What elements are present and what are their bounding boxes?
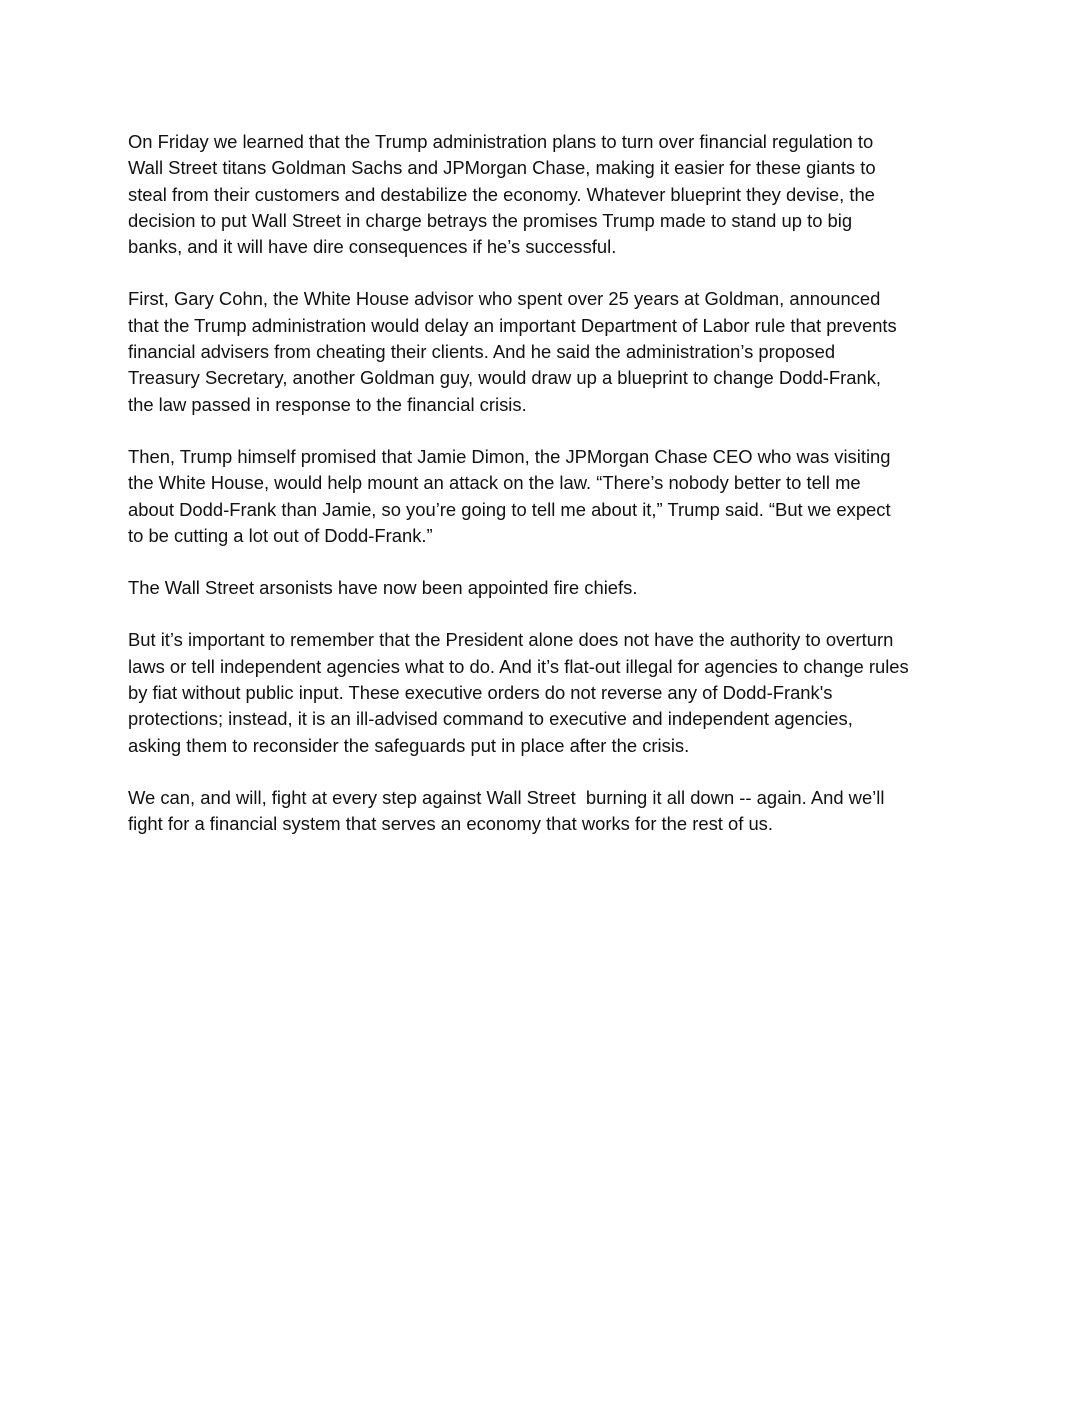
- paragraph-line: Wall Street titans Goldman Sachs and JPMorgan Chase, making it easier for these giants to: [128, 157, 876, 179]
- paragraph-line: We can, and will, fight at every step against Wall Street burning it all down -- again. And we’ll: [128, 786, 885, 808]
- paragraph-line: that the Trump administration would delay an important Department of Labor rule that prevents: [128, 314, 897, 336]
- paragraph-line: about Dodd-Frank than Jamie, so you’re going to tell me about it,” Trump said. “But we expect: [128, 498, 891, 520]
- paragraph-line: First, Gary Cohn, the White House advisor who spent over 25 years at Goldman, announced: [128, 288, 881, 310]
- paragraph-line: financial advisers from cheating their clients. And he said the administration’s proposed: [128, 341, 836, 363]
- paragraph-5: [128, 627, 968, 758]
- paragraph-line: laws or tell independent agencies what to do. And it’s flat-out illegal for agencies to change rules: [128, 655, 909, 677]
- paragraph-line: But it’s important to remember that the President alone does not have the authority to overturn: [128, 629, 894, 651]
- paragraph-4: [128, 575, 968, 601]
- paragraph-6: [128, 785, 968, 838]
- paragraph-line: fight for a financial system that serves an economy that works for the rest of us.: [128, 813, 773, 835]
- paragraph-line: decision to put Wall Street in charge betrays the promises Trump made to stand up to big: [128, 209, 853, 231]
- paragraph-line: steal from their customers and destabilize the economy. Whatever blueprint they devise, the: [128, 183, 875, 205]
- paragraph-line: Then, Trump himself promised that Jamie Dimon, the JPMorgan Chase CEO who was visiting: [128, 445, 891, 467]
- paragraph-line: asking them to reconsider the safeguards put in place after the crisis.: [128, 734, 690, 756]
- paragraph-1: [128, 129, 968, 260]
- paragraph-line: the White House, would help mount an attack on the law. “There’s nobody better to tell me: [128, 472, 861, 494]
- paragraph-line: On Friday we learned that the Trump administration plans to turn over financial regulation to: [128, 131, 874, 152]
- paragraph-line: The Wall Street arsonists have now been appointed fire chiefs.: [128, 577, 638, 599]
- paragraph-3: [128, 444, 968, 549]
- paragraph-line: by fiat without public input. These executive orders do not reverse any of Dodd-Frank's: [128, 682, 833, 704]
- paragraph-line: to be cutting a lot out of Dodd-Frank.”: [128, 524, 433, 546]
- paragraph-2: [128, 286, 968, 417]
- paragraph-line: the law passed in response to the financial crisis.: [128, 393, 527, 415]
- document-body: [128, 129, 968, 864]
- paragraph-line: protections; instead, it is an ill-advised command to executive and independent agencies,: [128, 708, 853, 730]
- paragraph-line: banks, and it will have dire consequences if he’s successful.: [128, 236, 617, 258]
- paragraph-line: Treasury Secretary, another Goldman guy, would draw up a blueprint to change Dodd-Frank,: [128, 367, 882, 389]
